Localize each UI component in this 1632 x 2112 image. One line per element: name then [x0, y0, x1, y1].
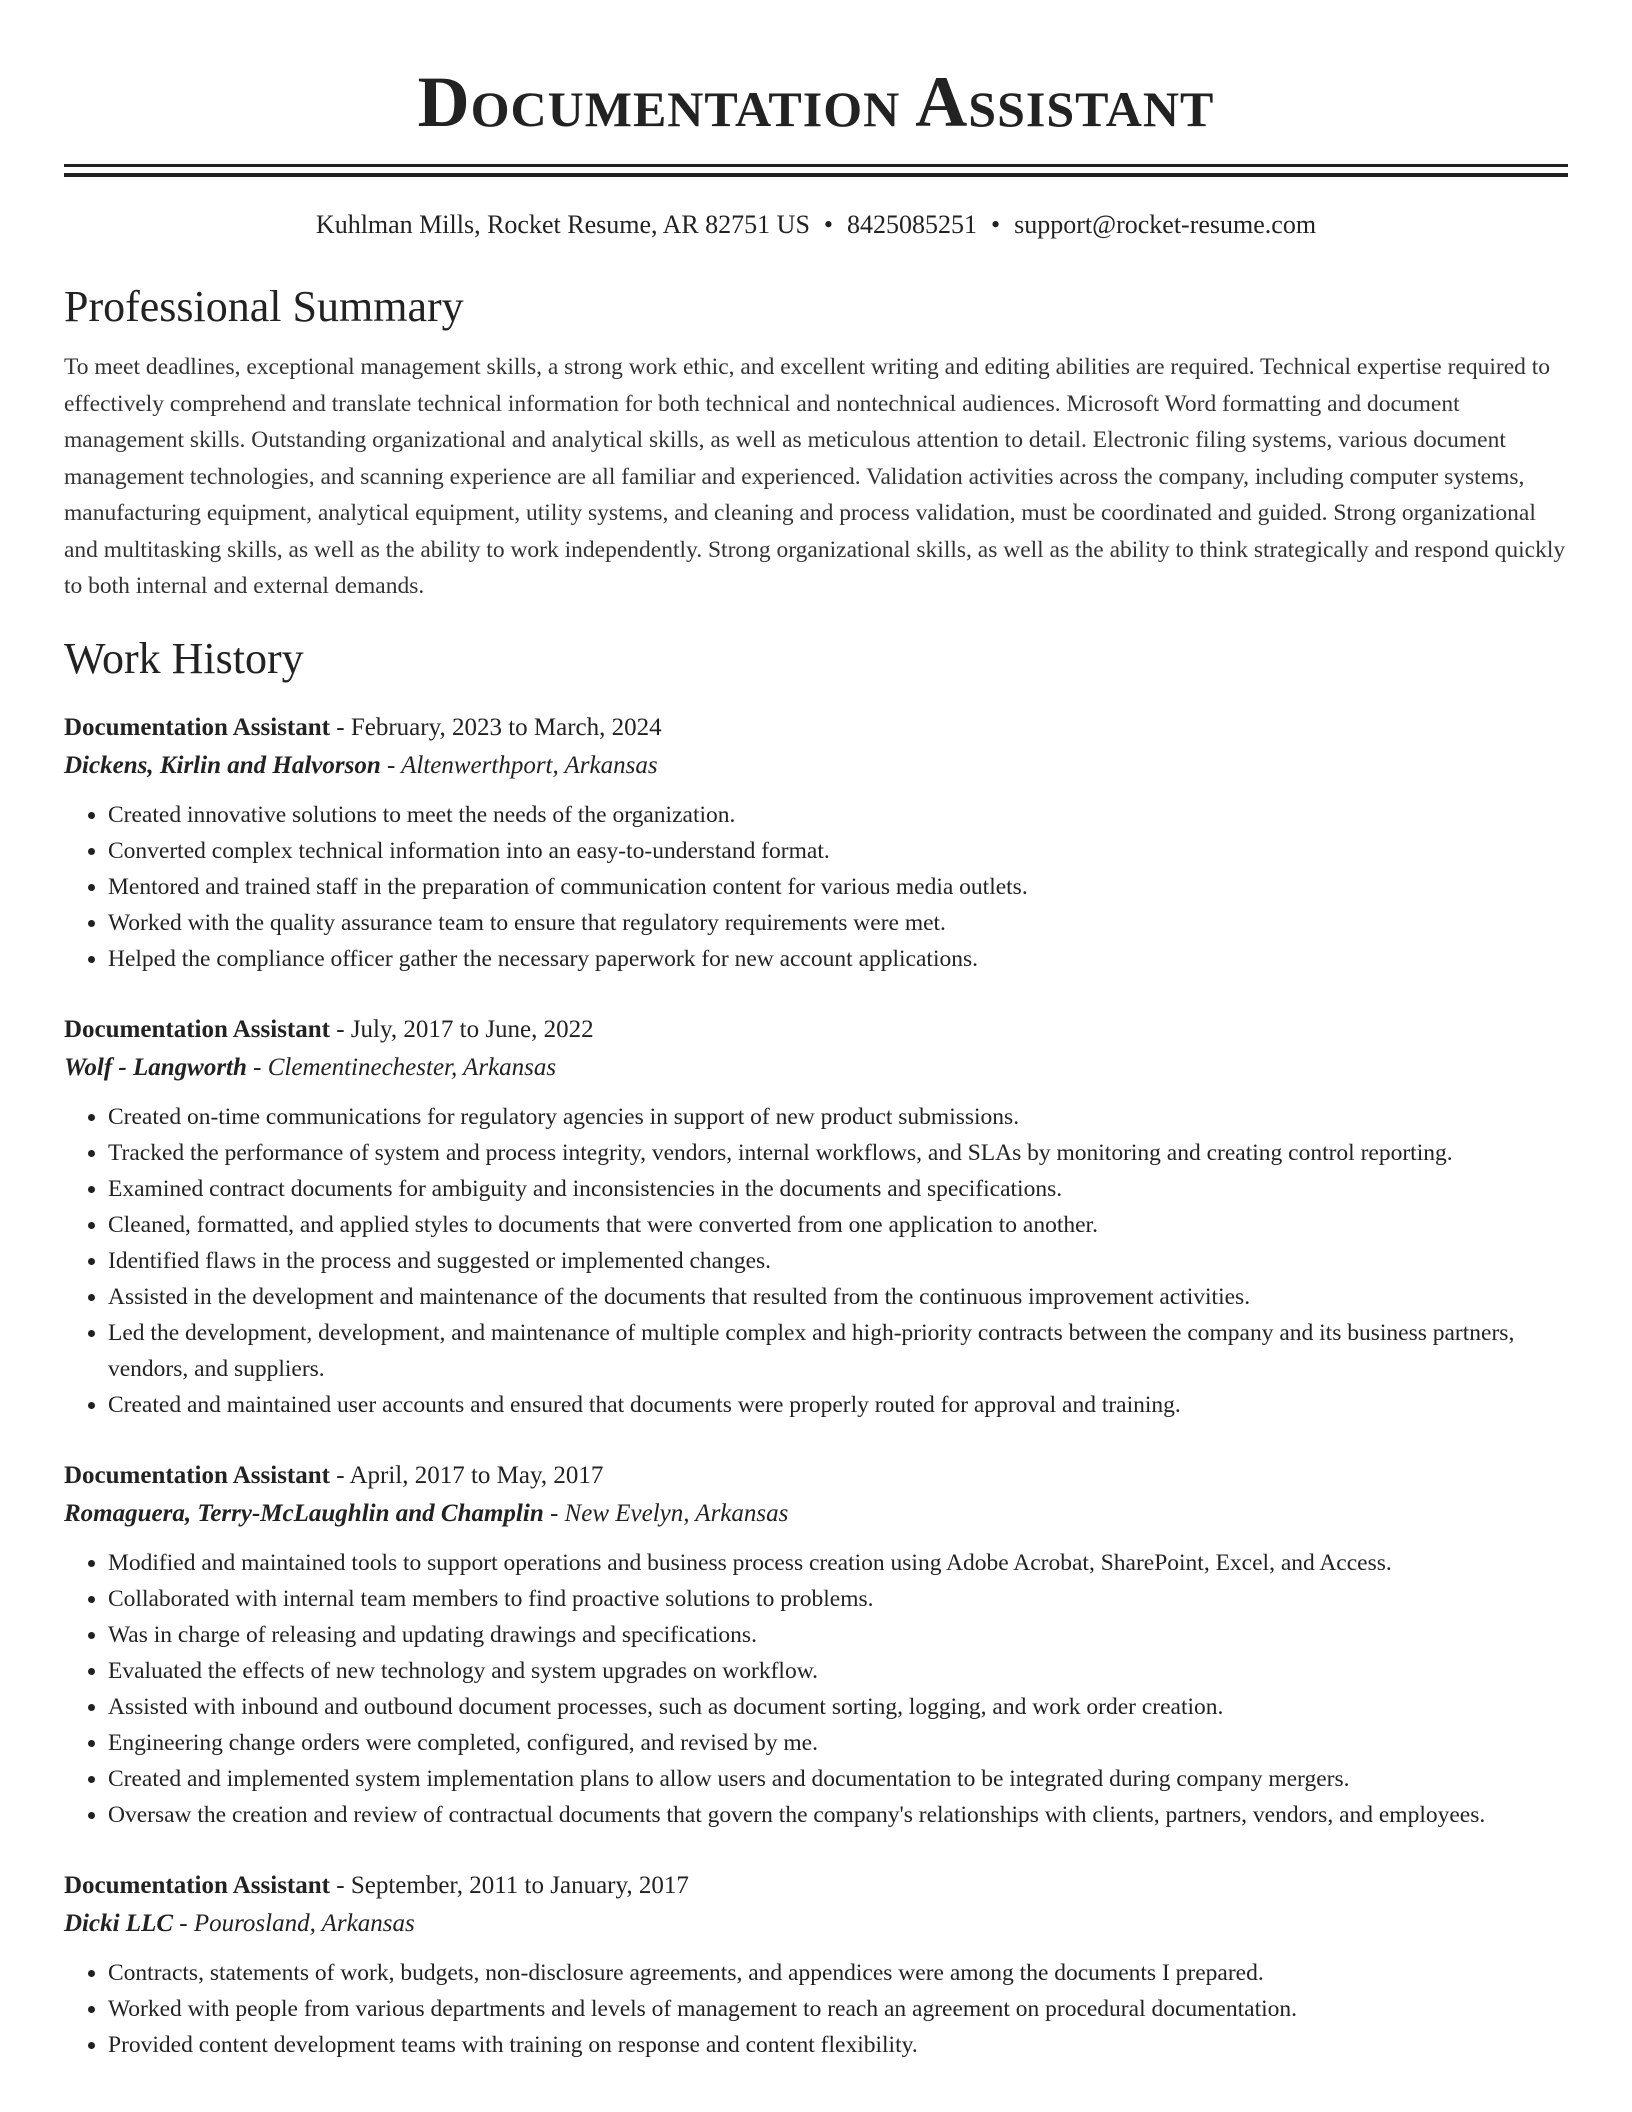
job-bullet: • Cleaned, formatted, and applied styles to documents that were converted from one application to another. — [108, 1207, 1568, 1243]
job-bullet: • Assisted in the development and maintenance of the documents that resulted from the continuous improvement activities. — [108, 1279, 1568, 1315]
job-bullet-list — [64, 1099, 1568, 1423]
job-bullet: • Identified flaws in the process and suggested or implemented changes. — [108, 1243, 1568, 1279]
job-bullet-list — [64, 797, 1568, 977]
job-company: Wolf - Langworth — [64, 1053, 247, 1081]
job-dates: - April, 2017 to May, 2017 — [330, 1461, 604, 1489]
job-bullet: • Was in charge of releasing and updating drawings and specifications. — [108, 1617, 1568, 1653]
job-company-line — [64, 1049, 1568, 1087]
job-bullet: • Evaluated the effects of new technology and system upgrades on workflow. — [108, 1653, 1568, 1689]
job-header — [64, 709, 1568, 747]
contact-email: support@rocket-resume.com — [1014, 210, 1317, 239]
job-dates: - September, 2011 to January, 2017 — [330, 1871, 689, 1899]
job-header — [64, 1011, 1568, 1049]
job-company: Dicki LLC — [64, 1909, 174, 1937]
job-location: - Clementinechester, Arkansas — [246, 1053, 557, 1081]
job-bullet: • Mentored and trained staff in the preparation of communication content for various media outlets. — [108, 869, 1568, 905]
resume-page — [64, 0, 1568, 2063]
job-bullet: • Engineering change orders were completed, configured, and revised by me. — [108, 1725, 1568, 1761]
contact-line — [64, 207, 1568, 243]
job-role: Documentation Assistant — [64, 1461, 330, 1489]
job-dates: - July, 2017 to June, 2022 — [330, 1015, 594, 1043]
contact-address: Kuhlman Mills, Rocket Resume, AR 82751 US — [315, 210, 810, 239]
job-dates: - February, 2023 to March, 2024 — [330, 713, 662, 741]
job-bullet-list — [64, 1955, 1568, 2063]
job-bullet: • Converted complex technical information into an easy-to-understand format. — [108, 833, 1568, 869]
summary-text: To meet deadlines, exceptional management skills, a strong work ethic, and excellent writing and editing abilities are required. Technical expertise required to effectively comprehend and translate technical information for both technical and nontechnical audiences. Microsoft Word formatting and document management skills. Outstanding organizational and analytical skills, as well as meticulous attention to detail. Electronic filing systems, various document management technologies, and scanning experience are all familiar and experienced. Validation activities across the company, including computer systems, manufacturing equipment, analytical equipment, utility systems, and cleaning and process validation, must be coordinated and guided. Strong organizational and multitasking skills, as well as the ability to work independently. Strong organizational skills, as well as the ability to think strategically and respond quickly to both internal and external demands. — [64, 354, 1566, 599]
job-bullet: • Examined contract documents for ambiguity and inconsistencies in the documents and specifications. — [108, 1171, 1568, 1207]
job-bullet: • Created on-time communications for regulatory agencies in support of new product submissions. — [108, 1099, 1568, 1135]
job-entry — [64, 1457, 1568, 1833]
job-header — [64, 1867, 1568, 1905]
job-bullet-list — [64, 1545, 1568, 1833]
job-entry — [64, 709, 1568, 977]
title-divider-top — [64, 164, 1568, 167]
job-bullet: • Worked with people from various departments and levels of management to reach an agreement on procedural documentation. — [108, 1991, 1568, 2027]
job-location: - New Evelyn, Arkansas — [543, 1499, 789, 1527]
work-history-heading: Work History — [64, 633, 304, 683]
job-bullet: • Led the development, development, and maintenance of multiple complex and high-priority contracts between the company and its business partners, vendors, and suppliers. — [108, 1315, 1568, 1387]
job-bullet: • Oversaw the creation and review of contractual documents that govern the company's relationships with clients, partners, vendors, and employees. — [108, 1797, 1568, 1833]
job-bullet: • Helped the compliance officer gather the necessary paperwork for new account applications. — [108, 941, 1568, 977]
job-bullet: • Tracked the performance of system and process integrity, vendors, internal workflows, and SLAs by monitoring and creating control reporting. — [108, 1135, 1568, 1171]
job-header — [64, 1457, 1568, 1495]
job-role: Documentation Assistant — [64, 1871, 330, 1899]
resume-title: Documentation Assistant — [417, 62, 1215, 142]
job-company-line — [64, 1905, 1568, 1943]
job-bullet: • Modified and maintained tools to support operations and business process creation using Adobe Acrobat, SharePoint, Excel, and Access. — [108, 1545, 1568, 1581]
job-bullet: • Assisted with inbound and outbound document processes, such as document sorting, logging, and work order creation. — [108, 1689, 1568, 1725]
job-bullet: • Created innovative solutions to meet the needs of the organization. — [108, 797, 1568, 833]
summary-heading: Professional Summary — [64, 282, 464, 331]
contact-separator: • — [991, 210, 1001, 239]
title-divider-bottom — [64, 173, 1568, 177]
contact-phone: 8425085251 — [847, 210, 978, 239]
job-bullet: • Created and maintained user accounts and ensured that documents were properly routed for approval and training. — [108, 1387, 1568, 1423]
job-role: Documentation Assistant — [64, 713, 330, 741]
contact-separator: • — [823, 210, 834, 239]
job-bullet: • Provided content development teams with training on response and content flexibility. — [108, 2027, 1568, 2063]
job-company: Dickens, Kirlin and Halvorson — [64, 751, 381, 779]
job-bullet: • Collaborated with internal team members to find proactive solutions to problems. — [108, 1581, 1568, 1617]
job-company-line — [64, 1495, 1568, 1533]
job-bullet: • Contracts, statements of work, budgets, non-disclosure agreements, and appendices were among the documents I prepared. — [108, 1955, 1568, 1991]
job-company-line — [64, 747, 1568, 785]
job-company: Romaguera, Terry-McLaughlin and Champlin — [64, 1499, 544, 1527]
job-entry — [64, 1867, 1568, 2063]
job-entry — [64, 1011, 1568, 1423]
job-location: - Altenwerthport, Arkansas — [380, 751, 658, 779]
job-bullet: • Created and implemented system implementation plans to allow users and documentation to be integrated during company mergers. — [108, 1761, 1568, 1797]
job-bullet: • Worked with the quality assurance team to ensure that regulatory requirements were met. — [108, 905, 1568, 941]
job-location: - Pourosland, Arkansas — [173, 1909, 415, 1937]
job-role: Documentation Assistant — [64, 1015, 330, 1043]
